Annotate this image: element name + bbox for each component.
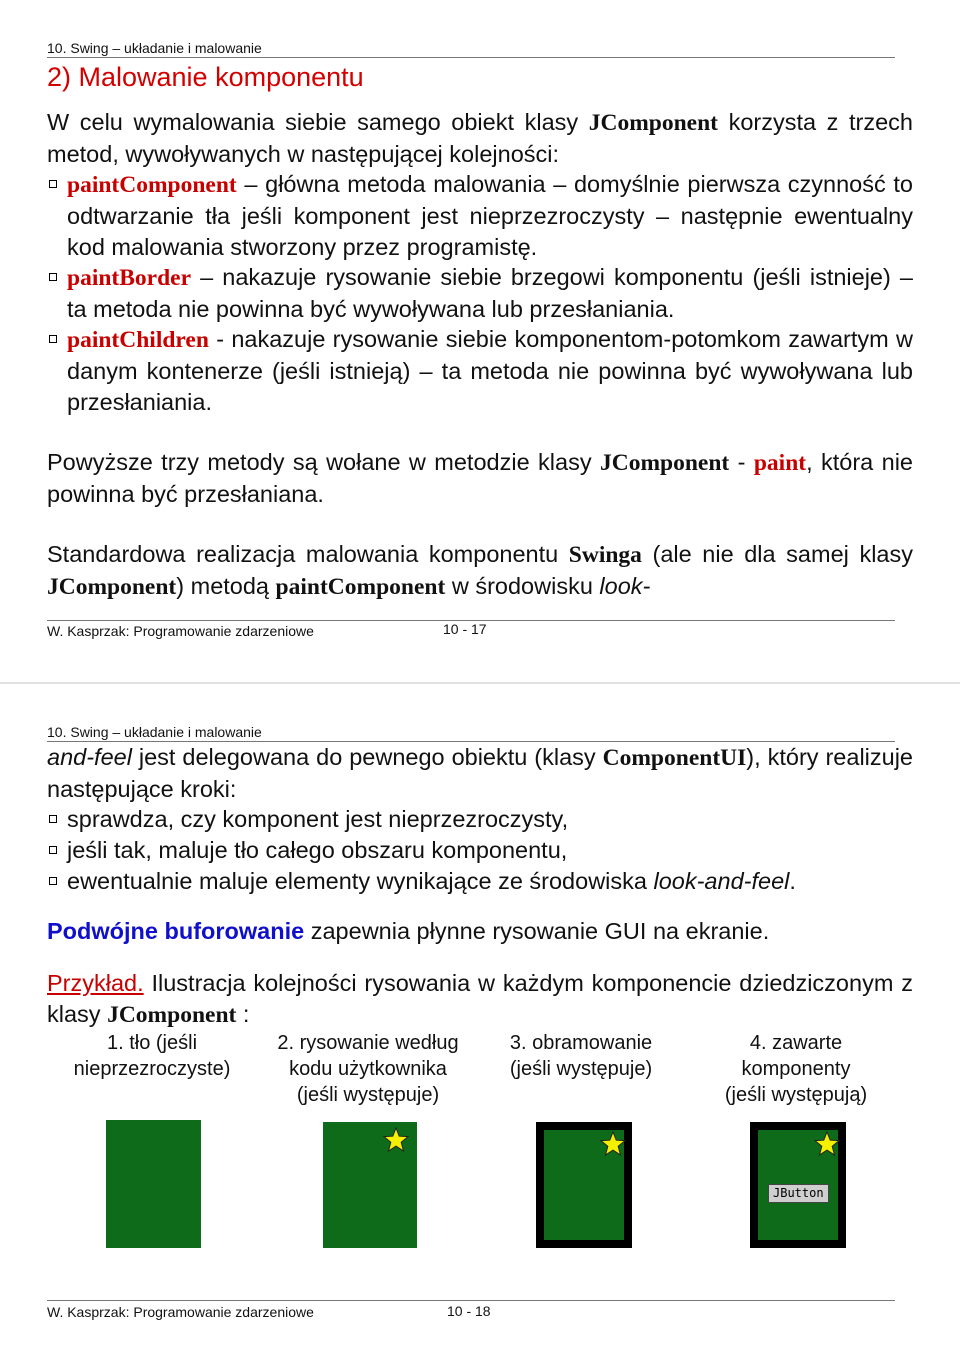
bullet-square-icon	[49, 815, 57, 823]
class-name-jcomponent: JComponent	[107, 1002, 237, 1028]
panel-background-only	[106, 1120, 201, 1248]
caption-line: 4. zawarte	[749, 1032, 843, 1054]
para-text: :	[236, 1001, 250, 1027]
method-name: paintComponent	[67, 172, 237, 198]
step-bullet	[47, 804, 913, 835]
bullet-square-icon	[49, 180, 57, 188]
footer-rule	[47, 1300, 895, 1301]
caption-line: kodu użytkownika	[289, 1058, 447, 1080]
para-text: -	[729, 449, 754, 475]
caption-background	[60, 1030, 244, 1082]
panel-with-user-code	[323, 1122, 417, 1248]
footer-page-number: 10 - 18	[447, 1303, 491, 1319]
method-name: paintBorder	[67, 265, 192, 291]
bullet-text: ewentualnie maluje elementy wynikające ze środowiska	[67, 868, 654, 894]
star-icon	[383, 1127, 409, 1153]
bullet-paintchildren	[47, 324, 913, 418]
caption-line: 3. obramowanie	[509, 1032, 653, 1054]
method-name-paintcomponent: paintComponent	[275, 574, 446, 600]
caption-children	[708, 1030, 884, 1108]
slide-18	[0, 684, 960, 1367]
caption-line: 2. rysowanie według	[277, 1032, 459, 1054]
example-paragraph	[47, 968, 913, 1031]
method-name-paint: paint	[753, 450, 807, 476]
class-name-jcomponent: JComponent	[588, 110, 718, 136]
bullet-square-icon	[49, 877, 57, 885]
term-look-and-feel: look-and-feel	[653, 868, 790, 894]
para-text: zapewnia płynne rysowanie GUI na ekranie.	[304, 918, 770, 944]
jbutton-child[interactable]: JButton	[768, 1184, 829, 1203]
para-text: ) metodą	[176, 573, 276, 599]
example-link[interactable]: Przykład.	[47, 970, 144, 996]
step-bullet	[47, 835, 913, 866]
class-name-jcomponent: JComponent	[599, 450, 730, 476]
bullet-paintborder	[47, 262, 913, 325]
caption-line: (jeśli występują)	[724, 1084, 868, 1106]
standard-paragraph	[47, 539, 913, 603]
footer-author: W. Kasprzak: Programowanie zdarzeniowe	[47, 1304, 314, 1320]
term-swinga: Swinga	[568, 542, 642, 568]
bullet-end: .	[789, 868, 796, 894]
caption-border	[495, 1030, 667, 1082]
bullet-text: sprawdza, czy komponent jest nieprzezroczysty,	[67, 806, 569, 832]
caption-line: nieprzezroczyste)	[73, 1058, 231, 1080]
paint-paragraph	[47, 447, 913, 510]
bullet-text: jeśli tak, maluje tło całego obszaru komponentu,	[67, 837, 568, 863]
star-icon	[600, 1131, 626, 1157]
para-text: Standardowa realizacja malowania komponentu	[47, 541, 569, 567]
bullet-text: – nakazuje rysowanie siebie brzegowi komponentu (jeśli istnieje) – ta metoda nie powinna być wywoływana lub przesłaniania.	[67, 264, 913, 322]
bullet-text: – główna metoda malowania – domyślnie pierwsza czynność to odtwarzanie tła jeśli komponent jest nieprzezroczysty – następnie ewentualny kod malowania stworzony przez programistę.	[67, 171, 913, 260]
step-bullet	[47, 866, 913, 897]
bullet-square-icon	[49, 273, 57, 281]
bullet-square-icon	[49, 846, 57, 854]
para-text: (ale nie dla samej klasy	[641, 541, 913, 567]
para-text: , która nie powinna być przesłaniana.	[47, 449, 914, 507]
panel-with-children	[750, 1122, 846, 1248]
slide-header: 10. Swing – układanie i malowanie	[47, 724, 262, 740]
delegation-paragraph	[47, 742, 913, 805]
caption-line: (jeśli występuje)	[296, 1084, 440, 1106]
slide-title: 2) Malowanie komponentu	[47, 62, 364, 92]
class-name-componentui: ComponentUI	[602, 745, 747, 771]
caption-line: komponenty	[741, 1058, 851, 1080]
para-text: ), który realizuje następujące kroki:	[47, 744, 913, 802]
footer-author: W. Kasprzak: Programowanie zdarzeniowe	[47, 623, 314, 639]
class-name-jcomponent: JComponent	[47, 574, 177, 600]
footer-page-number: 10 - 17	[443, 621, 487, 637]
para-text: w środowisku	[445, 573, 600, 599]
para-text: jest delegowana do pewnego obiektu (klasy	[131, 744, 603, 770]
term-look: look-	[599, 573, 651, 599]
bullet-square-icon	[49, 335, 57, 343]
para-text: Powyższe trzy metody są wołane w metodzie klasy	[47, 449, 600, 475]
header-rule	[47, 57, 895, 58]
intro-paragraph	[47, 107, 913, 170]
bullet-text: - nakazuje rysowanie siebie komponentom-potomkom zawartym w danym kontenerze (jeśli istnieją) – ta metoda nie powinna być wywoływana lub przesłaniania.	[67, 326, 913, 415]
para-text: Ilustracja kolejności rysowania w każdym komponencie dziedziczonym z klasy	[47, 970, 913, 1027]
method-name: paintChildren	[67, 327, 209, 353]
intro-text-2: korzysta z trzech metod, wywoływanych w następującej kolejności:	[47, 109, 914, 167]
caption-line: (jeśli występuje)	[509, 1058, 653, 1080]
caption-user-code	[262, 1030, 474, 1108]
slide-17	[0, 0, 960, 683]
panel-with-border	[536, 1122, 632, 1248]
intro-text-1: W celu wymalowania siebie samego obiekt klasy	[47, 109, 589, 135]
double-buffering-paragraph	[47, 916, 913, 947]
caption-line: 1. tło (jeśli	[106, 1032, 198, 1054]
slide-header: 10. Swing – układanie i malowanie	[47, 40, 262, 56]
star-icon	[814, 1131, 840, 1157]
double-buffering-term: Podwójne buforowanie	[47, 918, 305, 944]
term-and-feel: and-feel	[47, 744, 132, 770]
bullet-paintcomponent	[47, 169, 913, 263]
